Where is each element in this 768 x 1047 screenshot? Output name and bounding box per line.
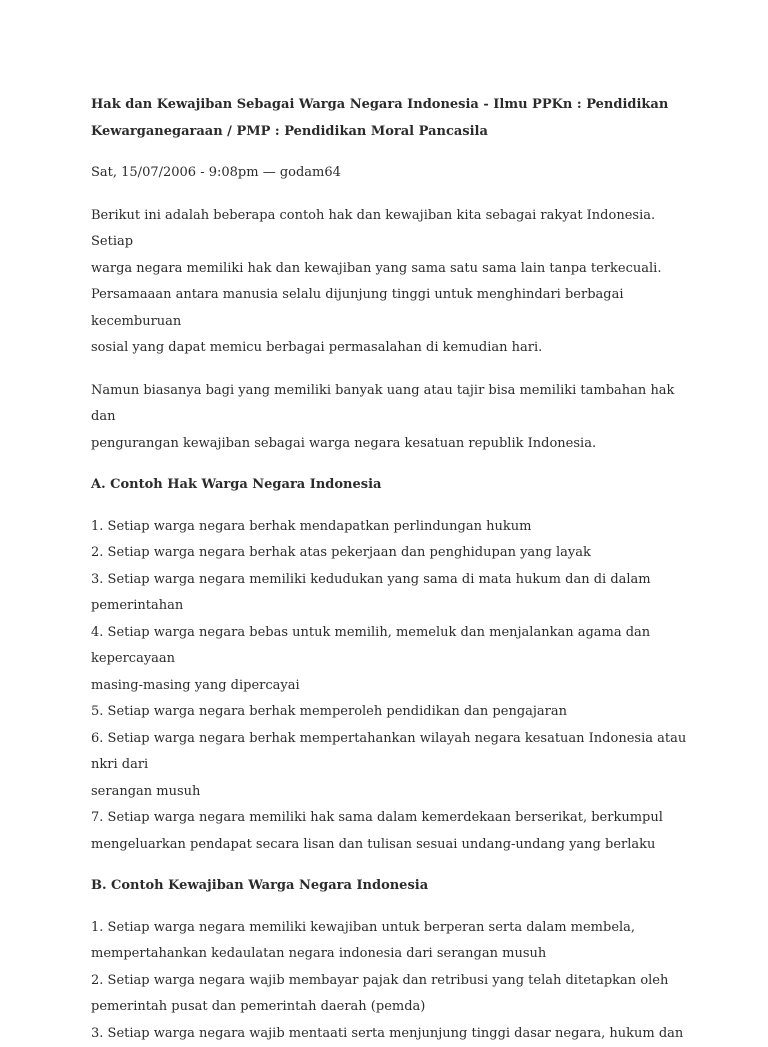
list-item (91, 805, 691, 858)
section-b-heading: B. Contoh Kewajiban Warga Negara Indonesia (91, 873, 691, 900)
text-line: Persamaaan antara manusia selalu dijunjung tinggi untuk menghindari berbagai kecemburuan (91, 282, 691, 335)
list-item (91, 699, 691, 726)
list-item (91, 620, 691, 700)
post-meta: Sat, 15/07/2006 - 9:08pm — godam64 (91, 160, 691, 187)
text-line: Berikut ini adalah beberapa contoh hak dan kewajiban kita sebagai rakyat Indonesia. Setiap (91, 203, 691, 256)
list-item (91, 567, 691, 620)
list-item (91, 1021, 691, 1047)
text-line: Namun biasanya bagi yang memiliki banyak uang atau tajir bisa memiliki tambahan hak dan (91, 378, 691, 431)
document-page (91, 92, 691, 1047)
text-line: masing-masing yang dipercayai (91, 673, 691, 700)
list-item (91, 915, 691, 968)
list-item (91, 514, 691, 541)
text-line: serangan musuh (91, 779, 691, 806)
section-a-list (91, 514, 691, 859)
list-item (91, 540, 691, 567)
text-line: sosial yang dapat memicu berbagai permasalahan di kemudian hari. (91, 335, 691, 362)
text-line: 5. Setiap warga negara berhak memperoleh pendidikan dan pengajaran (91, 699, 691, 726)
text-line: 3. Setiap warga negara wajib mentaati serta menjunjung tinggi dasar negara, hukum dan (91, 1021, 691, 1047)
text-line: 2. Setiap warga negara wajib membayar pajak dan retribusi yang telah ditetapkan oleh (91, 968, 691, 995)
text-line: mengeluarkan pendapat secara lisan dan tulisan sesuai undang-undang yang berlaku (91, 832, 691, 859)
section-b-list (91, 915, 691, 1047)
section-a-heading: A. Contoh Hak Warga Negara Indonesia (91, 472, 691, 499)
text-line: 1. Setiap warga negara memiliki kewajiban untuk berperan serta dalam membela, (91, 915, 691, 942)
intro-paragraph (91, 203, 691, 362)
list-item (91, 968, 691, 1021)
text-line: 3. Setiap warga negara memiliki kedudukan yang sama di mata hukum dan di dalam (91, 567, 691, 594)
text-line: 2. Setiap warga negara berhak atas pekerjaan dan penghidupan yang layak (91, 540, 691, 567)
title-line: Hak dan Kewajiban Sebagai Warga Negara Indonesia - Ilmu PPKn : Pendidikan (91, 92, 691, 119)
document-title (91, 92, 691, 145)
text-line: pengurangan kewajiban sebagai warga negara kesatuan republik Indonesia. (91, 431, 691, 458)
text-line: pemerintah pusat dan pemerintah daerah (pemda) (91, 994, 691, 1021)
second-paragraph (91, 378, 691, 458)
text-line: 1. Setiap warga negara berhak mendapatkan perlindungan hukum (91, 514, 691, 541)
list-item (91, 726, 691, 806)
text-line: warga negara memiliki hak dan kewajiban yang sama satu sama lain tanpa terkecuali. (91, 256, 691, 283)
title-line: Kewarganegaraan / PMP : Pendidikan Moral Pancasila (91, 119, 691, 146)
text-line: 7. Setiap warga negara memiliki hak sama dalam kemerdekaan berserikat, berkumpul (91, 805, 691, 832)
text-line: 4. Setiap warga negara bebas untuk memilih, memeluk dan menjalankan agama dan kepercayaan (91, 620, 691, 673)
text-line: 6. Setiap warga negara berhak mempertahankan wilayah negara kesatuan Indonesia atau nkri dari (91, 726, 691, 779)
text-line: mempertahankan kedaulatan negara indonesia dari serangan musuh (91, 941, 691, 968)
text-line: pemerintahan (91, 593, 691, 620)
